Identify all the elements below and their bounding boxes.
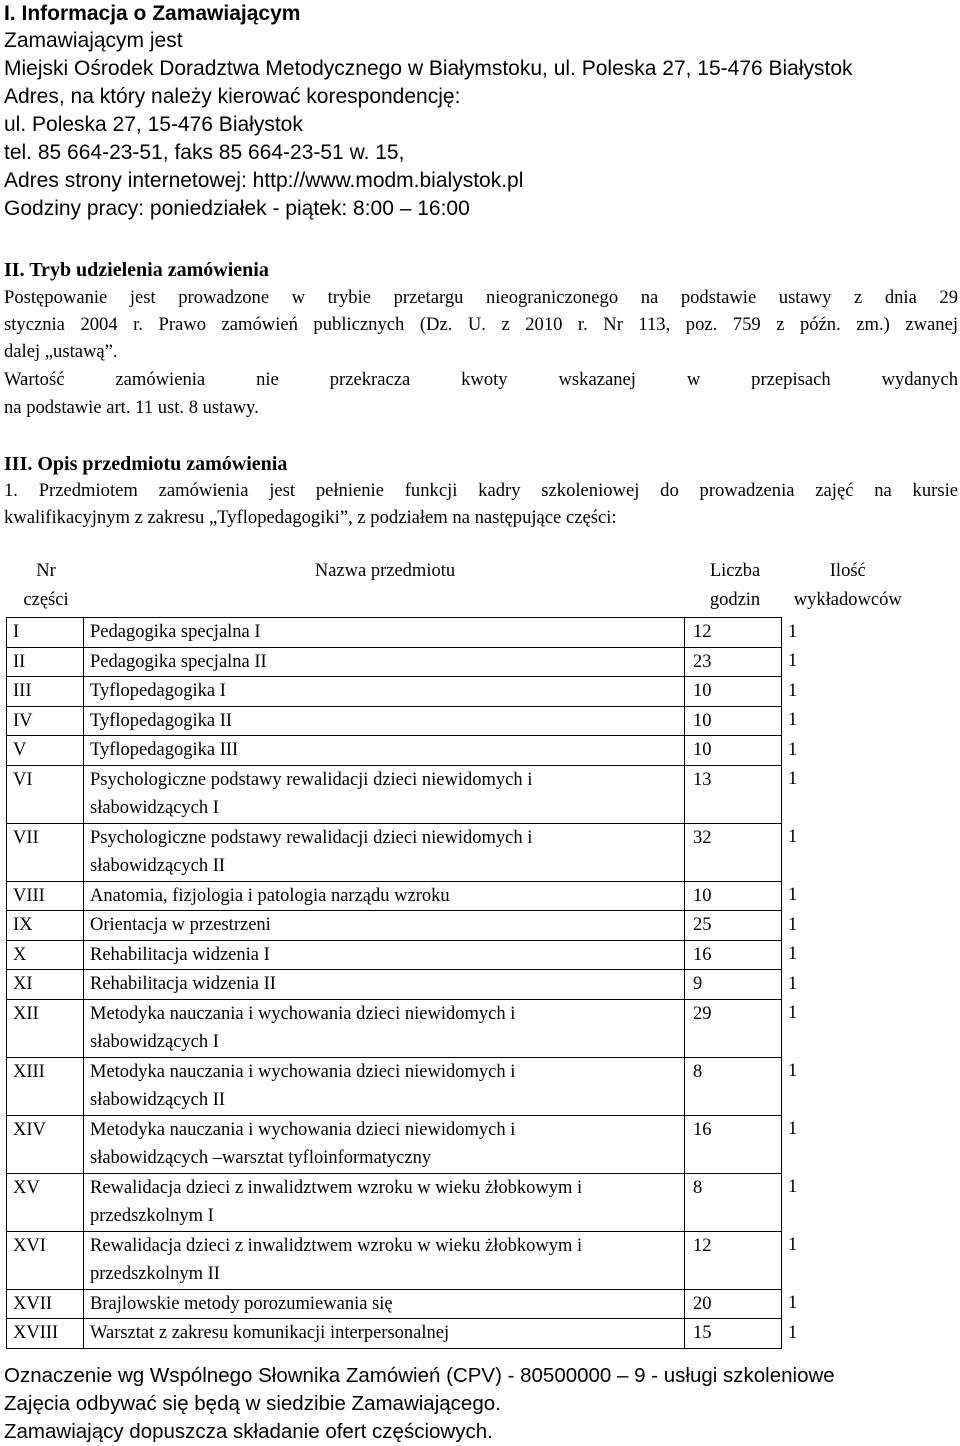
row-nr: III — [7, 677, 84, 707]
row-subject-name: Psychologiczne podstawy rewalidacji dzieci niewidomych i słabowidzących I — [84, 765, 685, 823]
row-nr: XIII — [7, 1057, 84, 1115]
row-subject-name: Metodyka nauczania i wychowania dzieci niewidomych i słabowidzących I — [84, 999, 685, 1057]
section-2-para1-line1: Postępowanie jest prowadzone w trybie przetargu nieograniczonego na podstawie ustawy z dnia 29 — [4, 287, 958, 308]
header-hours: Liczba godzin — [709, 561, 761, 610]
table-row — [7, 1057, 913, 1115]
table-row — [7, 881, 913, 911]
row-subject-name: Pedagogika specjalna I — [84, 618, 685, 648]
row-nr: X — [7, 940, 84, 970]
section-2-para1-line3: dalej „ustawą”. — [4, 341, 118, 362]
row-nr: IX — [7, 911, 84, 941]
row-hours: 10 — [685, 736, 782, 766]
section-1-line: Zamawiającym jest — [4, 29, 183, 52]
table-row — [7, 677, 913, 707]
row-hours: 8 — [685, 1173, 782, 1231]
row-hours: 10 — [685, 881, 782, 911]
row-lecturers: 1 — [788, 739, 798, 760]
row-subject-name: Tyflopedagogika I — [84, 677, 685, 707]
section-1-line: tel. 85 664-23-51, faks 85 664-23-51 w. 15, — [4, 141, 405, 164]
section-3-para-line2: kwalifikacyjnym z zakresu „Tyflopedagogiki”, z podziałem na następujące części: — [4, 507, 617, 528]
table-row — [7, 1115, 913, 1173]
row-lecturers: 1 — [788, 914, 798, 935]
row-hours: 29 — [685, 999, 782, 1057]
row-lecturers: 1 — [788, 1177, 798, 1197]
table-row — [7, 1289, 913, 1319]
row-hours: 16 — [685, 1115, 782, 1173]
row-hours: 23 — [685, 647, 782, 677]
table-row — [7, 647, 913, 677]
row-nr: VII — [7, 823, 84, 881]
header-nr: Nr części — [23, 561, 69, 610]
section-1-line: Adres, na który należy kierować korespondencję: — [4, 85, 461, 108]
row-subject-name: Metodyka nauczania i wychowania dzieci niewidomych i słabowidzących II — [84, 1057, 685, 1115]
row-lecturers: 1 — [788, 1322, 798, 1343]
row-nr: XI — [7, 970, 84, 1000]
row-hours: 12 — [685, 1231, 782, 1289]
row-nr: II — [7, 647, 84, 677]
section-2-para1-line2: stycznia 2004 r. Prawo zamówień publicznych (Dz. U. z 2010 r. Nr 113, poz. 759 z późn. zm.) zwanej — [4, 314, 958, 335]
table-row — [7, 823, 913, 881]
row-hours: 10 — [685, 677, 782, 707]
row-hours: 32 — [685, 823, 782, 881]
row-nr: XII — [7, 999, 84, 1057]
table-row — [7, 911, 913, 941]
row-subject-name: Anatomia, fizjologia i patologia narządu wzroku — [84, 881, 685, 911]
section-3-heading: III. Opis przedmiotu zamówienia — [4, 453, 288, 475]
row-nr: XV — [7, 1173, 84, 1231]
section-2-heading: II. Tryb udzielenia zamówienia — [4, 259, 269, 281]
venue-line: Zajęcia odbywać się będą w siedzibie Zamawiającego. — [4, 1392, 501, 1415]
row-lecturers: 1 — [788, 827, 798, 847]
table-header-row — [7, 555, 913, 618]
section-1-line: ul. Poleska 27, 15-476 Białystok — [4, 113, 303, 136]
section-1-line: Adres strony internetowej: http://www.modm.bialystok.pl — [4, 169, 524, 192]
row-nr: VIII — [7, 881, 84, 911]
row-nr: V — [7, 736, 84, 766]
row-nr: I — [7, 618, 84, 648]
row-lecturers: 1 — [788, 1119, 798, 1139]
row-lecturers: 1 — [788, 621, 798, 642]
row-subject-name: Pedagogika specjalna II — [84, 647, 685, 677]
section-1-line: Miejski Ośrodek Doradztwa Metodycznego w Białymstoku, ul. Poleska 27, 15-476 Białystok — [4, 57, 853, 80]
row-lecturers: 1 — [788, 885, 798, 905]
section-1-line: Godziny pracy: poniedziałek - piątek: 8:00 – 16:00 — [4, 197, 470, 220]
row-subject-name: Tyflopedagogika II — [84, 706, 685, 736]
table-row — [7, 940, 913, 970]
table-row — [7, 1319, 913, 1349]
row-lecturers: 1 — [788, 1061, 798, 1081]
table-row — [7, 765, 913, 823]
row-hours: 13 — [685, 765, 782, 823]
row-subject-name: Rehabilitacja widzenia I — [84, 940, 685, 970]
row-lecturers: 1 — [788, 1003, 798, 1023]
row-hours: 9 — [685, 970, 782, 1000]
section-3-para-line1: 1. Przedmiotem zamówienia jest pełnienie funkcji kadry szkoleniowej do prowadzenia zajęć na kursie — [4, 480, 958, 501]
row-nr: IV — [7, 706, 84, 736]
row-subject-name: Rewalidacja dzieci z inwalidztwem wzroku w wieku żłobkowym i przedszkolnym II — [84, 1231, 685, 1289]
section-1-heading: I. Informacja o Zamawiającym — [4, 2, 301, 25]
row-lecturers: 1 — [788, 710, 798, 730]
row-subject-name: Tyflopedagogika III — [84, 736, 685, 766]
row-hours: 15 — [685, 1319, 782, 1349]
table-row — [7, 736, 913, 766]
row-nr: XIV — [7, 1115, 84, 1173]
row-lecturers: 1 — [788, 944, 798, 964]
row-subject-name: Rewalidacja dzieci z inwalidztwem wzroku w wieku żłobkowym i przedszkolnym I — [84, 1173, 685, 1231]
partial-offers-line: Zamawiający dopuszcza składanie ofert częściowych. — [4, 1420, 493, 1443]
parts-table — [6, 555, 913, 1349]
table-row — [7, 1173, 913, 1231]
row-nr: XVI — [7, 1231, 84, 1289]
row-nr: VI — [7, 765, 84, 823]
row-subject-name: Metodyka nauczania i wychowania dzieci niewidomych i słabowidzących –warsztat tyfloinformatyczny — [84, 1115, 685, 1173]
header-lecturers: Ilość wykładowców — [793, 561, 902, 610]
row-hours: 12 — [685, 618, 782, 648]
table-row — [7, 618, 913, 648]
table-row — [7, 970, 913, 1000]
row-lecturers: 1 — [788, 1293, 798, 1313]
row-lecturers: 1 — [788, 651, 798, 671]
header-name: Nazwa przedmiotu — [314, 561, 456, 581]
section-2-para2-line2: na podstawie art. 11 ust. 8 ustawy. — [4, 397, 259, 418]
section-2-para2-line1: Wartość zamówienia nie przekracza kwoty wskazanej w przepisach wydanych — [4, 369, 958, 390]
row-nr: XVII — [7, 1289, 84, 1319]
row-lecturers: 1 — [788, 973, 798, 994]
table-row — [7, 999, 913, 1057]
row-hours: 10 — [685, 706, 782, 736]
row-lecturers: 1 — [788, 769, 798, 789]
row-lecturers: 1 — [788, 1235, 798, 1255]
row-hours: 25 — [685, 911, 782, 941]
row-subject-name: Warsztat z zakresu komunikacji interpersonalnej — [84, 1319, 685, 1349]
row-subject-name: Orientacja w przestrzeni — [84, 911, 685, 941]
row-subject-name: Rehabilitacja widzenia II — [84, 970, 685, 1000]
row-hours: 16 — [685, 940, 782, 970]
row-lecturers: 1 — [788, 680, 798, 701]
row-subject-name: Psychologiczne podstawy rewalidacji dzieci niewidomych i słabowidzących II — [84, 823, 685, 881]
row-hours: 8 — [685, 1057, 782, 1115]
table-row — [7, 706, 913, 736]
row-hours: 20 — [685, 1289, 782, 1319]
row-subject-name: Brajlowskie metody porozumiewania się — [84, 1289, 685, 1319]
cpv-line: Oznaczenie wg Wspólnego Słownika Zamówień (CPV) - 80500000 – 9 - usługi szkoleniowe — [4, 1364, 835, 1387]
row-nr: XVIII — [7, 1319, 84, 1349]
table-row — [7, 1231, 913, 1289]
